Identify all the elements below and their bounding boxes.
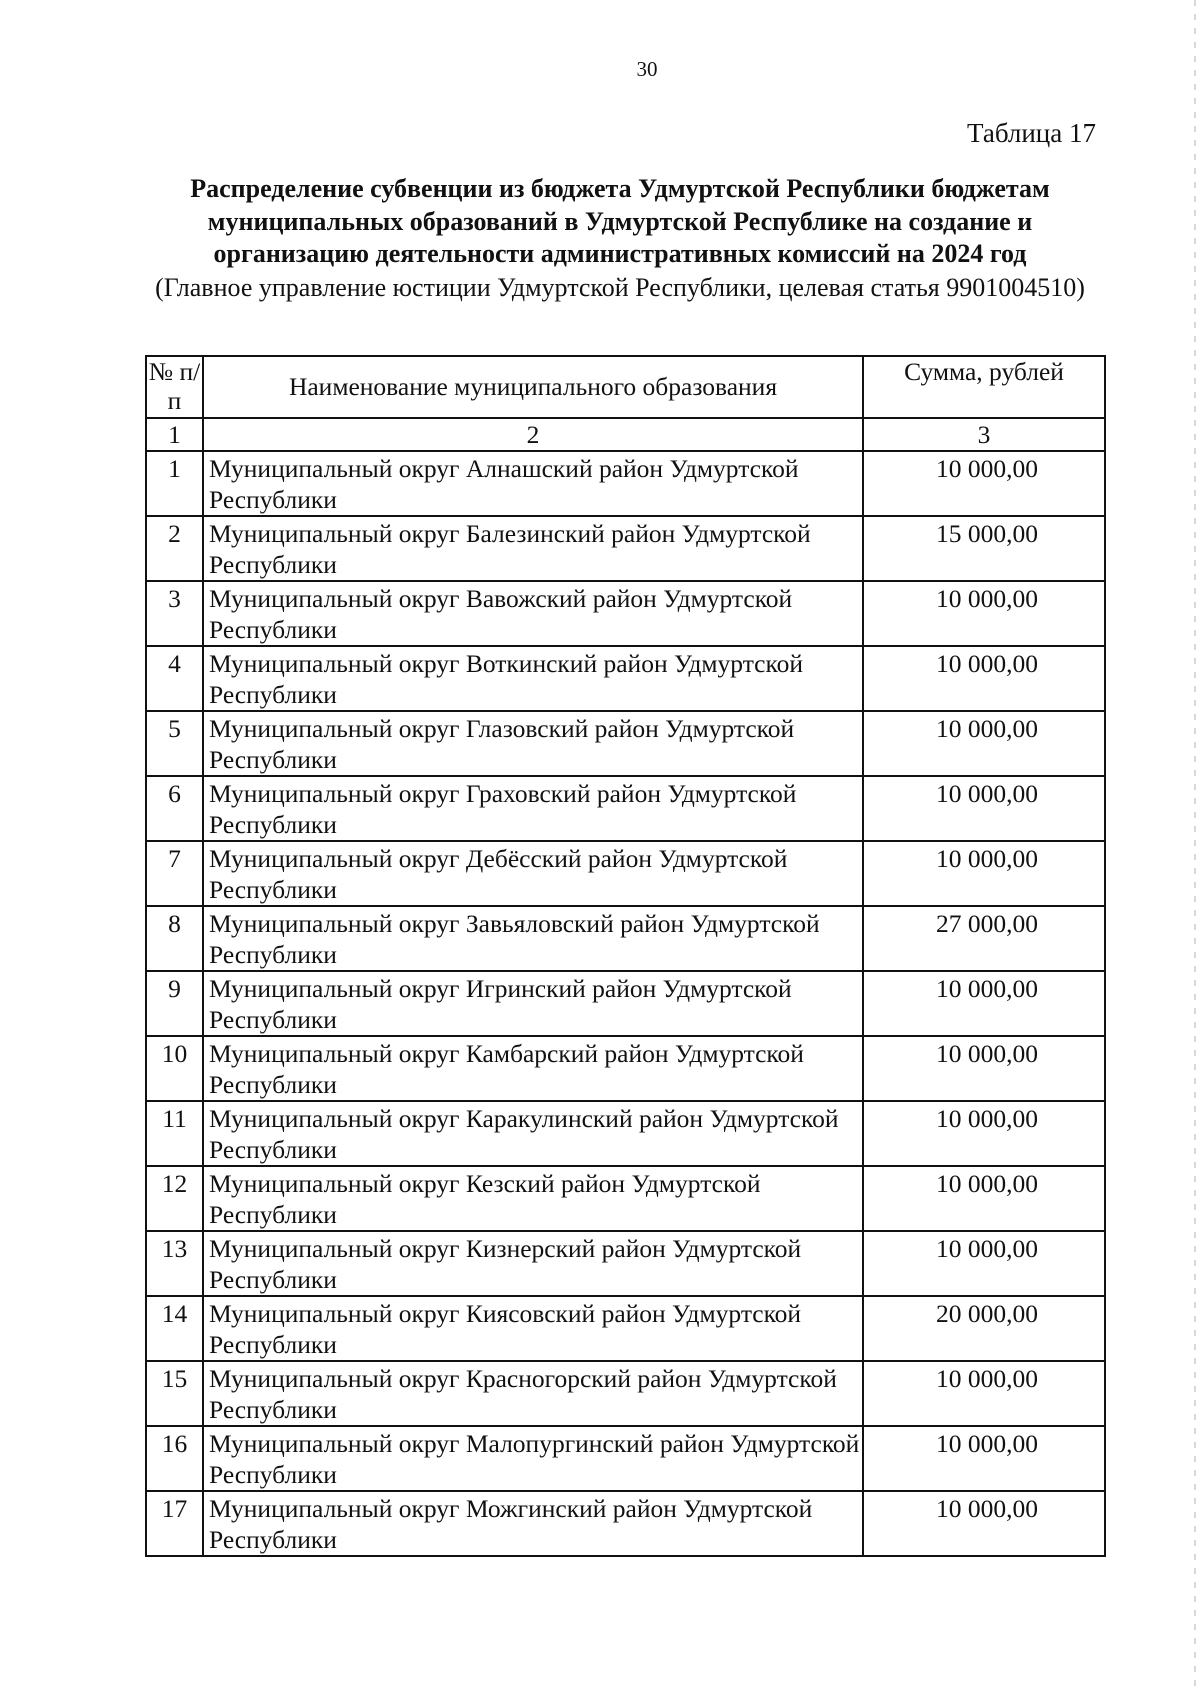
document-subtitle: (Главное управление юстиции Удмуртской Республики, целевая статья 9901004510) [155, 273, 1085, 302]
row-amount: 10 000,00 [863, 451, 1105, 516]
row-municipality-name: Муниципальный округ Кезский район Удмуртской Республики [203, 1166, 863, 1231]
row-amount: 10 000,00 [863, 1231, 1105, 1296]
table-row [146, 906, 1105, 971]
row-amount: 10 000,00 [863, 581, 1105, 646]
table-row [146, 971, 1105, 1036]
row-municipality-name: Муниципальный округ Вавожский район Удмуртской Республики [203, 581, 863, 646]
row-amount: 10 000,00 [863, 1036, 1105, 1101]
table-row [146, 1491, 1105, 1556]
column-index-row [146, 418, 1105, 451]
row-number: 16 [146, 1426, 203, 1491]
row-municipality-name: Муниципальный округ Киясовский район Удмуртской Республики [203, 1296, 863, 1361]
header-num: № п/п [146, 356, 203, 418]
row-amount: 20 000,00 [863, 1296, 1105, 1361]
scan-edge-artifact [1194, 0, 1196, 1686]
row-number: 8 [146, 906, 203, 971]
row-number: 1 [146, 451, 203, 516]
row-amount: 10 000,00 [863, 971, 1105, 1036]
row-amount: 15 000,00 [863, 516, 1105, 581]
column-index: 1 [146, 418, 203, 451]
table-label: Таблица 17 [967, 118, 1096, 148]
table-row [146, 711, 1105, 776]
row-number: 17 [146, 1491, 203, 1556]
row-amount: 10 000,00 [863, 1426, 1105, 1491]
row-amount: 10 000,00 [863, 1491, 1105, 1556]
row-municipality-name: Муниципальный округ Завьяловский район Удмуртской Республики [203, 906, 863, 971]
row-amount: 10 000,00 [863, 1101, 1105, 1166]
table-row [146, 1036, 1105, 1101]
table-row [146, 646, 1105, 711]
table-row [146, 841, 1105, 906]
table-body [146, 451, 1105, 1556]
row-number: 7 [146, 841, 203, 906]
row-number: 13 [146, 1231, 203, 1296]
row-municipality-name: Муниципальный округ Глазовский район Удмуртской Республики [203, 711, 863, 776]
table-row [146, 1296, 1105, 1361]
row-number: 6 [146, 776, 203, 841]
row-number: 3 [146, 581, 203, 646]
row-municipality-name: Муниципальный округ Балезинский район Удмуртской Республики [203, 516, 863, 581]
row-amount: 10 000,00 [863, 841, 1105, 906]
table-row [146, 1231, 1105, 1296]
row-amount: 10 000,00 [863, 1166, 1105, 1231]
row-number: 9 [146, 971, 203, 1036]
row-number: 10 [146, 1036, 203, 1101]
table-row [146, 451, 1105, 516]
row-municipality-name: Муниципальный округ Алнашский район Удмуртской Республики [203, 451, 863, 516]
row-municipality-name: Муниципальный округ Граховский район Удмуртской Республики [203, 776, 863, 841]
row-municipality-name: Муниципальный округ Дебёсский район Удмуртской Республики [203, 841, 863, 906]
table-row [146, 1361, 1105, 1426]
row-number: 12 [146, 1166, 203, 1231]
table-row [146, 1166, 1105, 1231]
row-municipality-name: Муниципальный округ Кизнерский район Удмуртской Республики [203, 1231, 863, 1296]
header-sum: Сумма, рублей [863, 356, 1105, 418]
table-row [146, 1426, 1105, 1491]
row-municipality-name: Муниципальный округ Игринский район Удмуртской Республики [203, 971, 863, 1036]
row-number: 4 [146, 646, 203, 711]
table-row [146, 581, 1105, 646]
row-municipality-name: Муниципальный округ Воткинский район Удмуртской Республики [203, 646, 863, 711]
page-number: 30 [636, 57, 658, 81]
row-number: 2 [146, 516, 203, 581]
row-municipality-name: Муниципальный округ Можгинский район Удмуртской Республики [203, 1491, 863, 1556]
row-amount: 27 000,00 [863, 906, 1105, 971]
row-amount: 10 000,00 [863, 646, 1105, 711]
row-municipality-name: Муниципальный округ Красногорский район Удмуртской Республики [203, 1361, 863, 1426]
document-title: Распределение субвенции из бюджета Удмуртской Республики бюджетам муниципальных образований в Удмуртской Республике на создание и организацию деятельности административных комиссий на 2024 год [190, 174, 1050, 268]
header-name: Наименование муниципального образования [203, 356, 863, 418]
row-number: 5 [146, 711, 203, 776]
column-index: 3 [863, 418, 1105, 451]
row-municipality-name: Муниципальный округ Камбарский район Удмуртской Республики [203, 1036, 863, 1101]
row-municipality-name: Муниципальный округ Каракулинский район Удмуртской Республики [203, 1101, 863, 1166]
row-number: 15 [146, 1361, 203, 1426]
table-row [146, 1101, 1105, 1166]
column-index: 2 [203, 418, 863, 451]
row-number: 11 [146, 1101, 203, 1166]
row-amount: 10 000,00 [863, 1361, 1105, 1426]
row-amount: 10 000,00 [863, 711, 1105, 776]
row-municipality-name: Муниципальный округ Малопургинский район Удмуртской Республики [203, 1426, 863, 1491]
table-header-row [146, 356, 1105, 418]
table-row [146, 776, 1105, 841]
row-amount: 10 000,00 [863, 776, 1105, 841]
row-number: 14 [146, 1296, 203, 1361]
allocation-table [145, 355, 1106, 1557]
table-row [146, 516, 1105, 581]
